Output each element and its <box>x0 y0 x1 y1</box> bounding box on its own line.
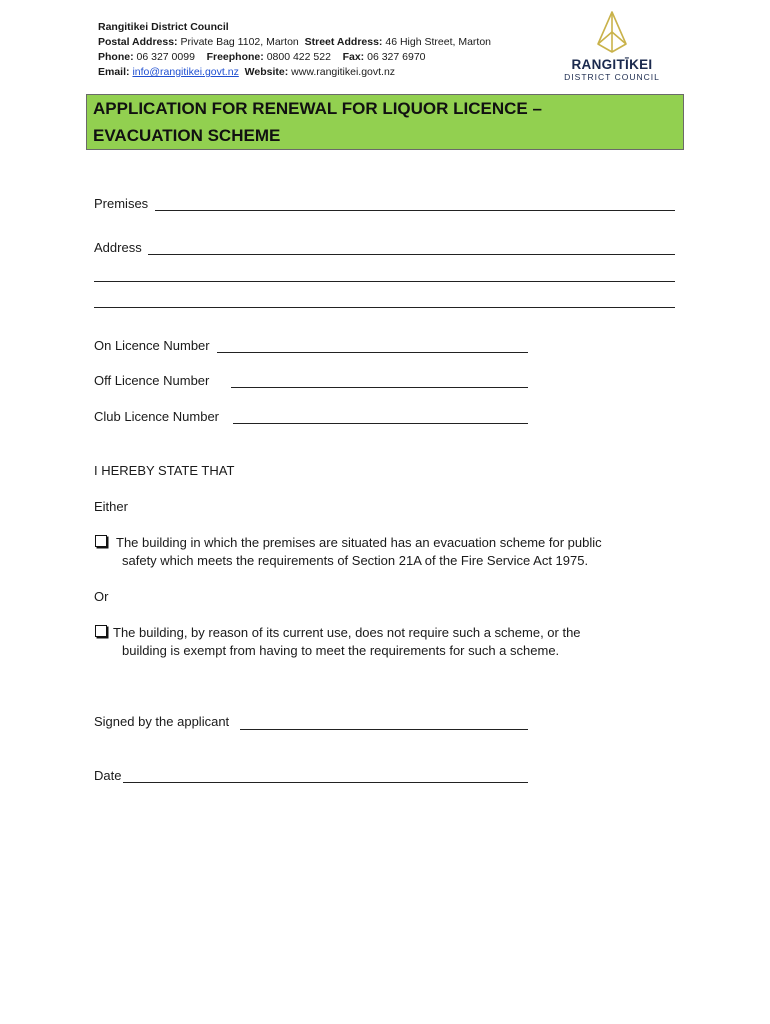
option1-checkbox[interactable] <box>95 535 107 547</box>
on-licence-input-line[interactable] <box>217 352 528 353</box>
date-label: Date <box>94 768 122 783</box>
signature-input-line[interactable] <box>240 729 528 730</box>
address-input-line-1[interactable] <box>148 254 675 255</box>
website-text: www.rangitikei.govt.nz <box>291 66 396 78</box>
option1-text-line2: safety which meets the requirements of Section 21A of the Fire Service Act 1975. <box>122 553 589 568</box>
email-link[interactable]: info@rangitikei.govt.nz <box>132 66 239 78</box>
address-label: Address <box>94 240 142 255</box>
council-logo <box>556 10 668 82</box>
date-input-line[interactable] <box>123 782 528 783</box>
club-licence-label: Club Licence Number <box>94 409 220 424</box>
phone-line: Phone: 06 327 0099 Freephone: 0800 422 522 Fax: 06 327 6970 <box>98 51 426 63</box>
form-title-line1: APPLICATION FOR RENEWAL FOR LIQUOR LICENCE – <box>93 99 542 118</box>
premises-label: Premises <box>94 196 149 211</box>
off-licence-input-line[interactable] <box>231 387 528 388</box>
council-header <box>98 20 491 80</box>
email-line: Email: info@rangitikei.govt.nz Website: www.rangitikei.govt.nz <box>98 66 396 78</box>
either-text: Either <box>94 499 128 514</box>
address-input-line-2[interactable] <box>94 281 675 282</box>
premises-input-line[interactable] <box>155 210 675 211</box>
address-input-line-3[interactable] <box>94 307 675 308</box>
logo-name: RANGITĪKEI <box>571 57 653 72</box>
form-title-box <box>86 94 684 150</box>
logo-subtitle: DISTRICT COUNCIL <box>564 72 660 82</box>
on-licence-label: On Licence Number <box>94 338 210 353</box>
option2-text-line2: building is exempt from having to meet the requirements for such a scheme. <box>122 643 560 658</box>
option2-checkbox[interactable] <box>95 625 107 637</box>
option1-text-line1: The building in which the premises are situated has an evacuation scheme for public <box>116 535 602 550</box>
off-licence-label: Off Licence Number <box>94 373 210 388</box>
statement-heading: I HEREBY STATE THAT <box>94 463 235 478</box>
form-title-line2: EVACUATION SCHEME <box>93 126 281 145</box>
club-licence-input-line[interactable] <box>233 423 528 424</box>
option2-text-line1: The building, by reason of its current use, does not require such a scheme, or the <box>113 625 581 640</box>
address-line: Postal Address: Private Bag 1102, Marton Street Address: 46 High Street, Marton <box>98 36 491 48</box>
signed-label: Signed by the applicant <box>94 714 230 729</box>
diamond-crystal-icon <box>592 10 632 54</box>
council-name: Rangitikei District Council <box>98 21 229 33</box>
or-text: Or <box>94 589 109 604</box>
